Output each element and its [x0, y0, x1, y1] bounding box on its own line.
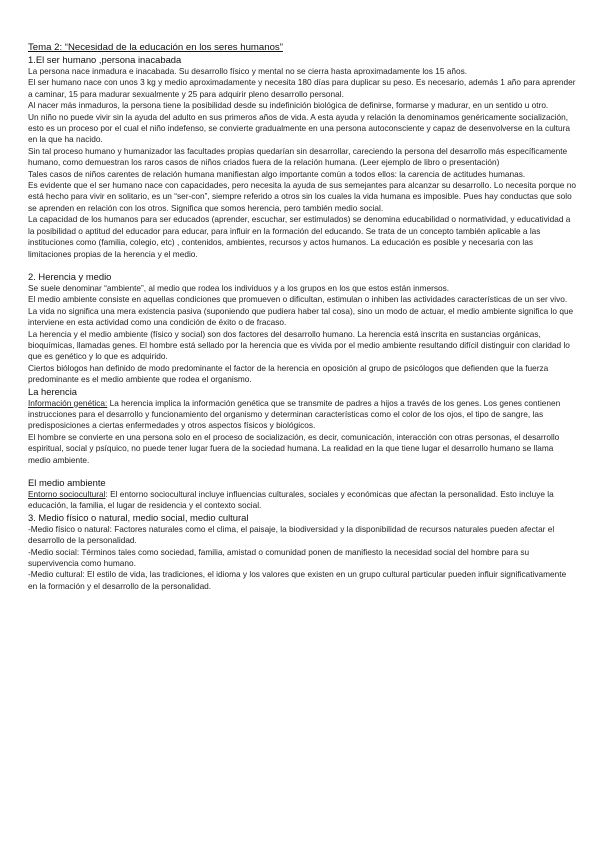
- section-3-heading: 3. Medio físico o natural, medio social, medio cultural: [28, 511, 249, 523]
- entorno-sociocultural-paragraph: [28, 489, 576, 512]
- document-title: Tema 2: “Necesidad de la educación en los seres humanos”: [28, 42, 283, 53]
- hombre-paragraph: El hombre se convierte en una persona solo en el proceso de socialización, es decir, comunicación, interacción con otras personas, el desarrollo espiritual, social y psíquico, no puede tener lugar fuera de la sociedad humana. La realidad en la que tiene lugar el desarrollo humano se llama medio ambiente.: [28, 431, 560, 465]
- medio-ambiente-heading: El medio ambiente: [28, 477, 106, 488]
- spacer: [28, 260, 576, 271]
- informacion-genetica-paragraph: [28, 398, 576, 432]
- section-2-paragraph-4: Ciertos biólogos han definido de modo predominante el factor de la herencia en oposición al grupo de psicólogos que defienden que la fuerza predominante es el medio ambiente que rodea el organismo.: [28, 362, 549, 385]
- section-1-paragraph-4: Un niño no puede vivir sin la ayuda del adulto en sus primeros años de vida. A esta ayuda y relación la denominamos genéricamente socialización, esto es un proceso por el cual el niño indefenso, se convierte gradualmente en una persona autoconsciente y capaz de desenvolverse en la cultura en la que ha nacido.: [28, 111, 570, 145]
- entorno-sociocultural-term: Entorno sociocultural: [28, 489, 106, 499]
- section-1-paragraph-3: Al nacer más inmaduros, la persona tiene la posibilidad desde su indefinición biológica de definirse, formarse y madurar, en un sentido u otro.: [28, 100, 549, 111]
- section-2-paragraph-1: Se suele denominar “ambiente”, al medio que rodea los individuos y a los grupos en los que estos están inmersos.: [28, 282, 450, 293]
- document-page: [28, 42, 576, 592]
- section-1-paragraph-2: El ser humano nace con unos 3 kg y medio aproximadamente y necesita 180 días para duplicar su peso. Es necesario, además 1 año para aprender a caminar, 15 para madurar sexualmente y 25 para adquirir pleno desarrollo personal.: [28, 77, 576, 99]
- section-1-heading: 1.El ser humano ,persona inacabada: [28, 54, 182, 65]
- section-1-paragraph-1: La persona nace inmadura e inacabada. Su desarrollo físico y mental no se cierra hasta aproximadamente los 15 años.: [28, 66, 468, 76]
- spacer: [28, 466, 576, 477]
- entorno-sociocultural-text: : El entorno sociocultural incluye influencias culturales, sociales y económicas que afectan la personalidad. Esto incluye la educación, la familia, el lugar de residencia y el contexto social.: [28, 489, 554, 511]
- section-2-heading: 2. Herencia y medio: [28, 270, 112, 282]
- medio-fisico-item: -Medio físico o natural: Factores naturales como el clima, el paisaje, la biodiversidad y la disponibilidad de recursos naturales pueden afectar el desarrollo de la personalidad.: [28, 523, 555, 546]
- medio-cultural-item: -Medio cultural: El estilo de vida, las tradiciones, el idioma y los valores que existen en un grupo cultural particular pueden influir significativamente en la formación y el desarrollo de la personalidad.: [28, 569, 567, 591]
- section-1-paragraph-8: La capacidad de los humanos para ser educados (aprender, escuchar, ser estimulados) se denomina educabilidad o normatividad, y educatividad a la posibilidad o aptitud del educador para educar, para influir en la formación del educando. Se trata de un concepto también aplicable a las instituciones como (familia, colegio, etc) , contenidos, ambientes, recursos y actos humanos. La educación es posible y necesaria con las limitaciones propias de la herencia y el medio.: [28, 214, 571, 259]
- section-2-paragraph-3: La herencia y el medio ambiente (físico y social) son dos factores del desarrollo humano. La herencia está inscrita en sustancias orgánicas, bioquímicas, llamadas genes. El hombre está sellado por la herencia que es vivida por el medio ambiente resultando difícil distinguir con claridad lo que es genético y lo que es adquirido.: [28, 328, 570, 362]
- section-2-paragraph-2: El medio ambiente consiste en aquellas condiciones que promueven o dificultan, estimulan o inhiben las actividades características de un ser vivo. La vida no significa una mera existencia pasiva (suponiendo que pudiera haber tal cosa), sino un modo de actuar, el medio ambiente significa lo que interviene en esta actividad como una condición de éxito o de fracaso.: [28, 294, 574, 328]
- section-1-paragraph-6: Tales casos de niños carentes de relación humana manifiestan algo importante común a todos ellos: la carencia de actitudes humanas.: [28, 168, 526, 179]
- section-1-paragraph-5: Sin tal proceso humano y humanizador las facultades propias quedarían sin desarrollar, careciendo la persona del desarrollo más específicamente humano, como demuestran los raros casos de niños criados fuera de la relación humana. (Leer ejemplo de libro o presentación): [28, 145, 568, 168]
- herencia-heading: La herencia: [28, 385, 77, 397]
- medio-social-item: -Medio social: Términos tales como sociedad, familia, amistad o comunidad ponen de manifiesto la necesidad social del hombre para su supervivencia como humano.: [28, 546, 530, 569]
- informacion-genetica-term: Información genética:: [28, 397, 108, 408]
- informacion-genetica-text: La herencia implica la información genética que se transmite de padres a hijos a través de los genes. Los genes contienen instrucciones para el desarrollo y funcionamiento del organismo y determinan características como el color de los ojos, el tipo de sangre, las predisposiciones a ciertas enfermedades y otros aspectos físicos y biológicos.: [28, 397, 561, 431]
- section-1-paragraph-7: Es evidente que el ser humano nace con capacidades, pero necesita la ayuda de sus semejantes para alcanzar su desarrollo. Lo necesita porque no está hecho para vivir en solitario, es un “ser-con”, siempre referido a otros sin los cuales la vida humana es imposible. Pues hay conductas que solo se aprenden en relación con los otros. Significa que somos herencia, pero también medio social.: [28, 180, 576, 213]
